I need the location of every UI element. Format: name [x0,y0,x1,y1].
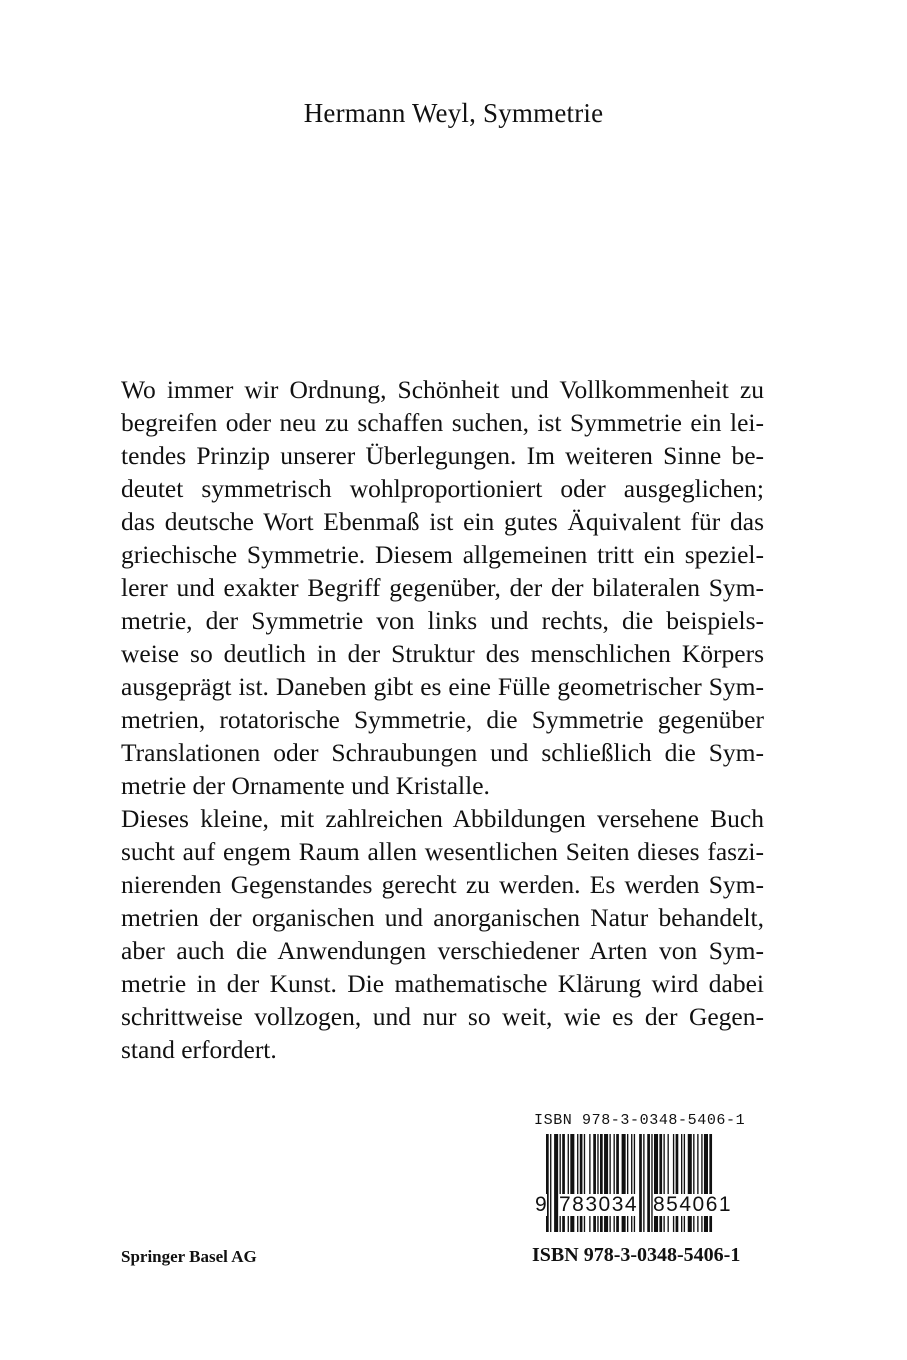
blurb-line: tendes Prinzip unserer Überlegungen. Im weiteren Sinne be- [121,441,764,470]
blurb-line: metrie der Ornamente und Kristalle. [121,771,490,800]
publisher-name: Springer Basel AG [121,1247,257,1266]
blurb-line: begreifen oder neu zu schaffen suchen, ist Symmetrie ein lei- [121,408,764,437]
blurb-line: lerer und exakter Begriff gegenüber, der der bilateralen Sym- [121,573,764,602]
blurb-line: Wo immer wir Ordnung, Schönheit und Vollkommenheit zu [121,375,764,404]
blurb-line: sucht auf engem Raum allen wesentlichen Seiten dieses faszi- [121,837,764,866]
blurb-line: metrien der organischen und anorganischen Natur behandelt, [121,903,764,932]
book-title: Hermann Weyl, Symmetrie [303,98,604,128]
blurb-line: Translationen oder Schraubungen und schließlich die Sym- [121,738,764,767]
barcode-digits-right: 854061 [653,1193,733,1216]
blurb-line: aber auch die Anwendungen verschiedener Arten von Sym- [121,936,764,965]
blurb-line: Dieses kleine, mit zahlreichen Abbildungen versehene Buch [121,804,764,833]
blurb-line: metrie, der Symmetrie von links und rechts, die beispiels- [121,606,764,635]
blurb-line: nierenden Gegenstandes gerecht zu werden. Es werden Sym- [121,870,764,899]
blurb-line: das deutsche Wort Ebenmaß ist ein gutes Äquivalent für das [121,507,764,536]
blurb-line: griechische Symmetrie. Diesem allgemeinen tritt ein speziel- [121,540,764,569]
blurb-line: schrittweise vollzogen, und nur so weit, wie es der Gegen- [121,1002,764,1031]
barcode-digits-left: 783034 [559,1193,639,1216]
blurb-text [121,373,764,1066]
barcode-lead-digit: 9 [535,1193,547,1216]
blurb-line: ausgeprägt ist. Daneben gibt es eine Fülle geometrischer Sym- [121,672,764,701]
blurb-line: metrien, rotatorische Symmetrie, die Symmetrie gegenüber [121,705,764,734]
blurb-line: deutet symmetrisch wohlproportioniert oder ausgeglichen; [121,474,764,503]
barcode-isbn-label: ISBN 978-3-0348-5406-1 [534,1112,746,1129]
blurb-line: metrie in der Kunst. Die mathematische Klärung wird dabei [121,969,764,998]
isbn-number: ISBN 978-3-0348-5406-1 [532,1244,741,1266]
blurb-line: stand erfordert. [121,1035,277,1064]
barcode-bars [532,1134,758,1232]
blurb-line: weise so deutlich in der Struktur des menschlichen Körpers [121,639,764,668]
